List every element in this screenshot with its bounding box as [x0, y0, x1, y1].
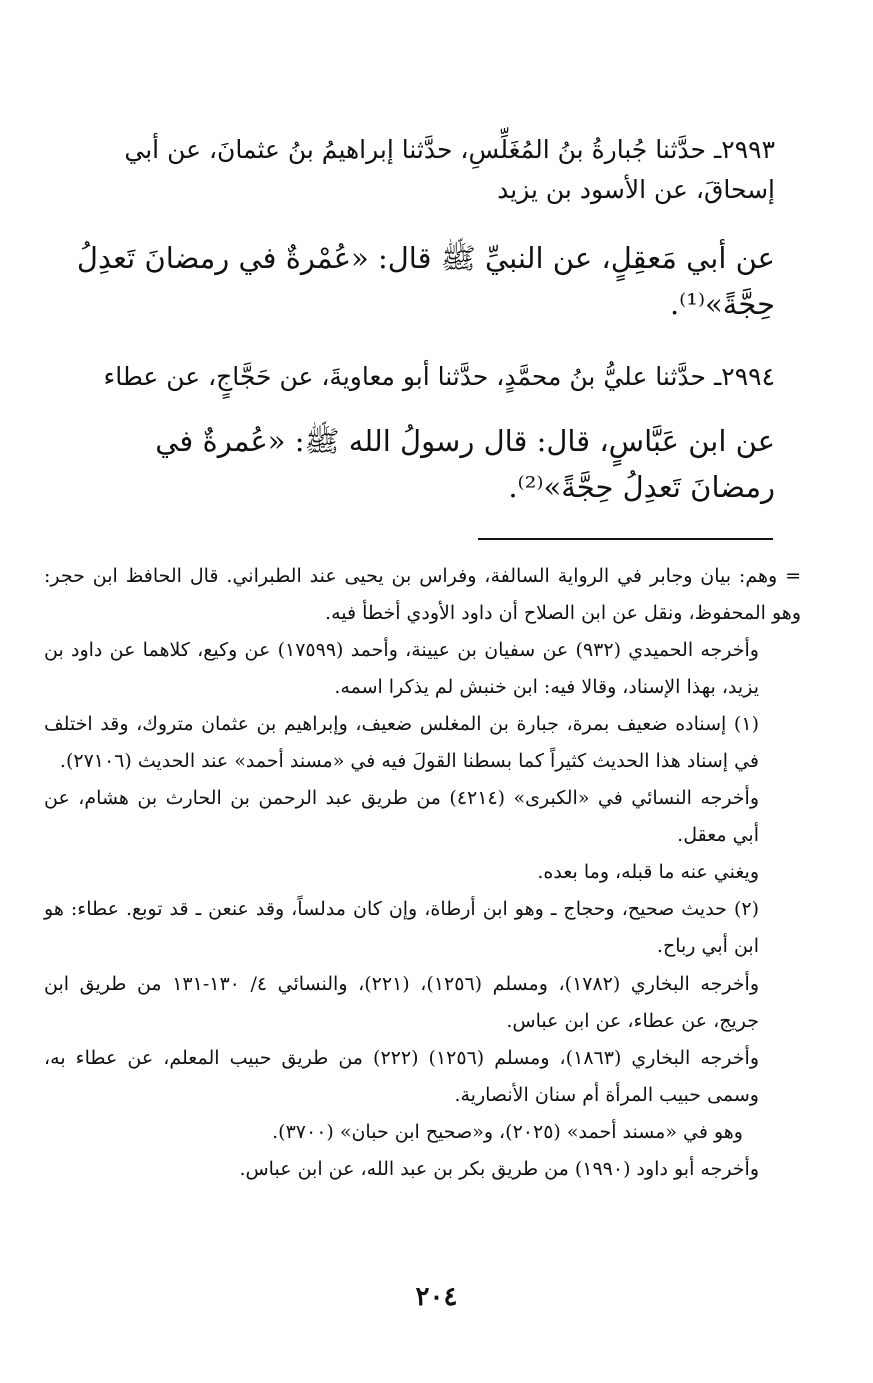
page-number: ٢٠٤: [415, 1282, 458, 1312]
footnote-2: (٢) حديث صحيح، وحجاج ـ وهو ابن أرطاة، وإن كان مدلساً، وقد عنعن ـ قد توبع. عطاء: هو ابن أبي رباح.: [44, 898, 759, 958]
footnote-paragraph: وأخرجه النسائي في «الكبرى» (٤٢١٤) من طريق عبد الرحمن بن الحارث بن هشام، عن أبي معقل.: [44, 787, 760, 847]
footnotes: [44, 558, 801, 1188]
footnote-paragraph: وهو في «مسند أحمد» (٢٠٢٥)، و«صحيح ابن حبان» (٣٧٠٠).: [272, 1120, 743, 1143]
hadith-2993-isnad: ٢٩٩٣ـ حدَّثنا جُبارةُ بنُ المُغَلِّسِ، حدَّثنا إبراهيمُ بنُ عثمانَ، عن أبي إسحاقَ، عن الأسود بن يزيد: [124, 135, 775, 204]
footnote-paragraph: وأخرجه أبو داود (١٩٩٠) من طريق بكر بن عبد الله، عن ابن عباس.: [239, 1157, 759, 1180]
hadith-2994-matn: عن ابن عَبَّاسٍ، قال: قال رسولُ الله ﷺ: «عُمرةٌ في رمضانَ تَعدِلُ حِجَّةً»⁽²⁾.: [155, 424, 775, 505]
hadith-2993-matn: عن أبي مَعقِلٍ، عن النبيِّ ﷺ قال: «عُمْرةٌ في رمضانَ تَعدِلُ حِجَّةً»⁽¹⁾.: [76, 241, 775, 322]
footnote-paragraph: = وهم: بيان وجابر في الرواية السالفة، وفراس بن يحيى عند الطبراني. قال الحافظ ابن حجر: وهو المحفوظ، ونقل عن ابن الصلاح أن داود الأودي أخطأ فيه.: [44, 565, 801, 625]
footnote-paragraph: ويغني عنه ما قبله، وما بعده.: [537, 861, 759, 884]
footnote-1: (١) إسناده ضعيف بمرة، جبارة بن المغلس ضعيف، وإبراهيم بن عثمان متروك، وقد اختلف في إسناد هذا الحديث كثيراً كما بسطنا القولَ فيه في «مسند أحمد» عند الحديث (٢٧١٠٦).: [44, 713, 759, 773]
footnote-paragraph: وأخرجه البخاري (١٨٦٣)، ومسلم (١٢٥٦) (٢٢٢) من طريق حبيب المعلم، عن عطاء به، وسمى حبيب المرأة أم سنان الأنصارية.: [44, 1046, 759, 1106]
footnote-paragraph: وأخرجه الحميدي (٩٣٢) عن سفيان بن عيينة، وأحمد (١٧٥٩٩) عن وكيع، كلاهما عن داود بن يزيد، بهذا الإسناد، وقالا فيه: ابن خنبش لم يذكرا اسمه.: [44, 639, 759, 699]
footnote-paragraph: وأخرجه البخاري (١٧٨٢)، ومسلم (١٢٥٦)، (٢٢١)، والنسائي ٤/ ١٣٠-١٣١ من طريق ابن جريج، عن عطاء، عن ابن عباس.: [44, 972, 760, 1032]
hadith-2994-isnad: ٢٩٩٤ـ حدَّثنا عليُّ بنُ محمَّدٍ، حدَّثنا أبو معاويةَ، عن حَجَّاجٍ، عن عطاء: [103, 362, 775, 391]
footnote-separator-rule: [478, 538, 773, 540]
